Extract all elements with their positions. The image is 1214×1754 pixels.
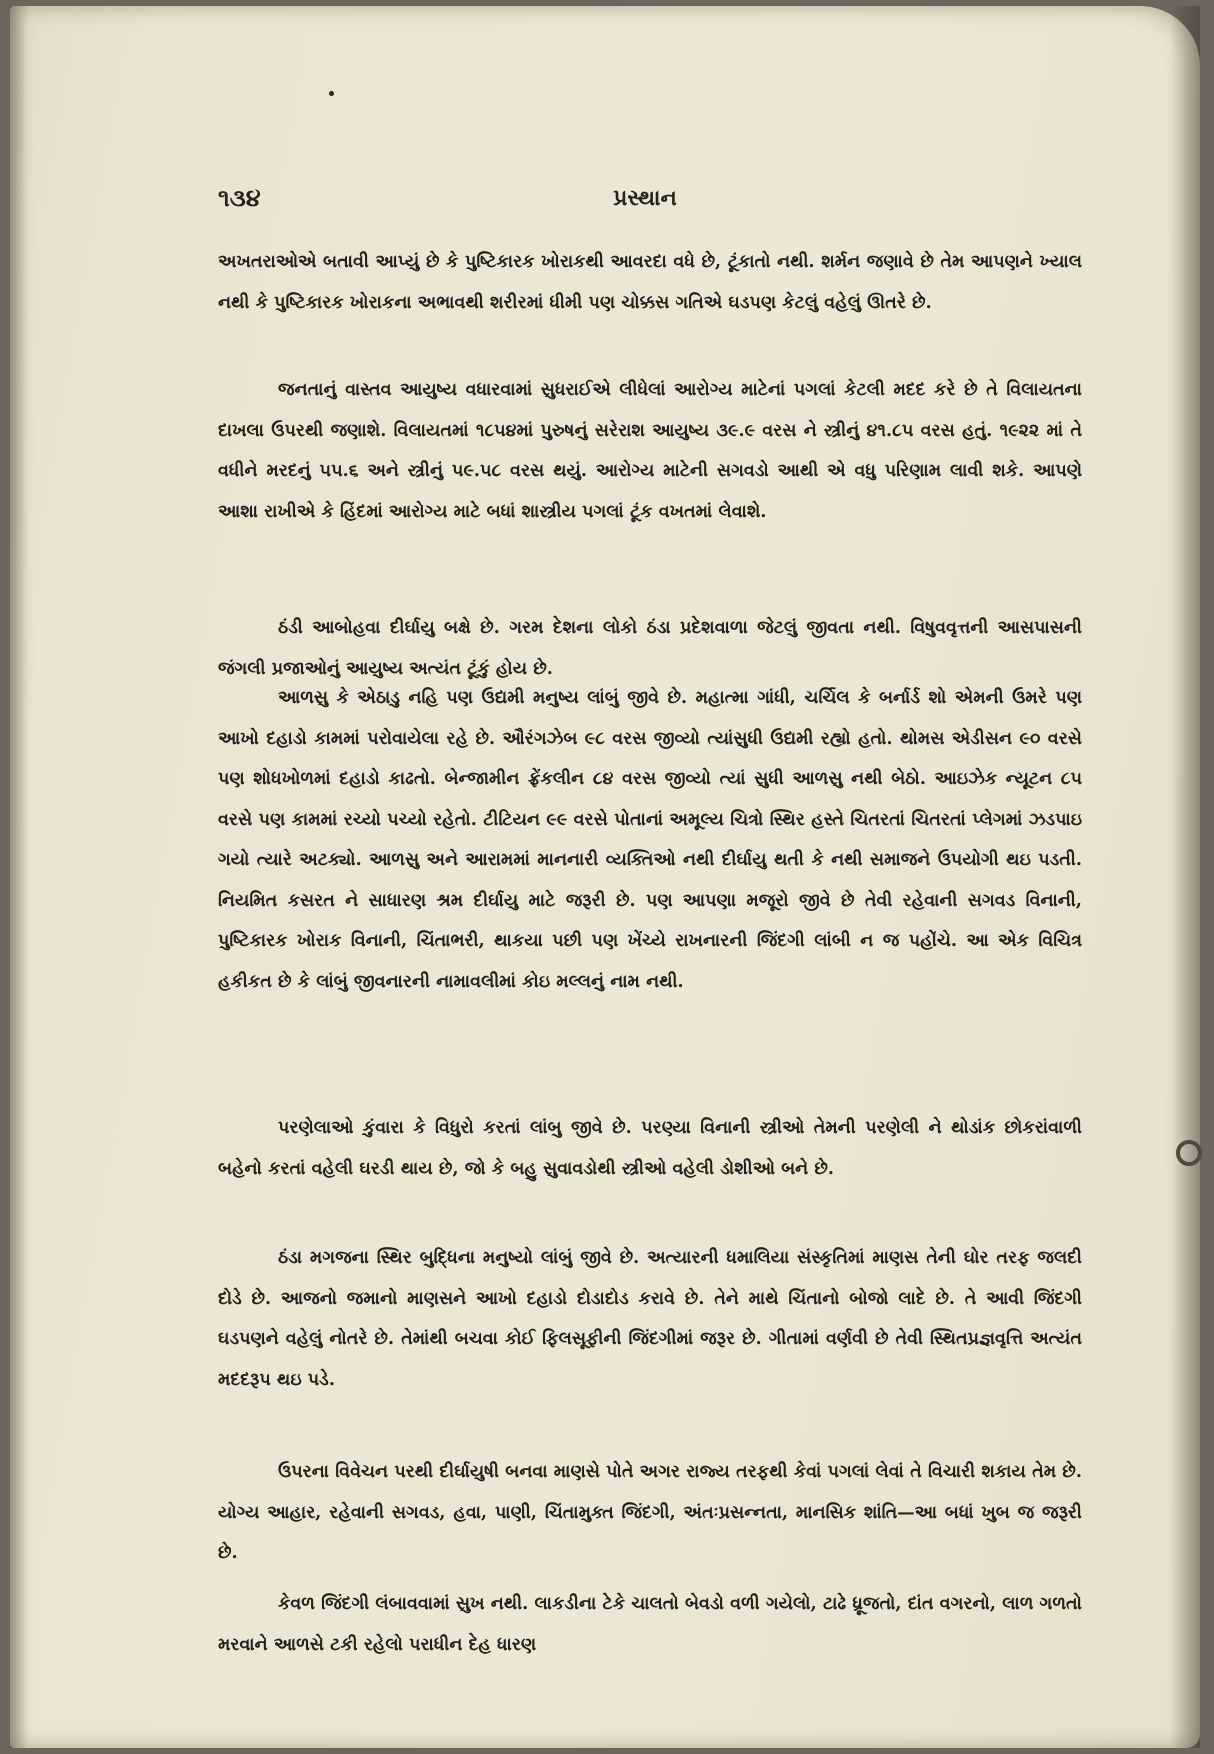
ink-dot: [329, 91, 334, 96]
running-header: પ્રસ્થાન: [613, 185, 677, 211]
paragraph-6-block: [218, 1238, 1082, 1400]
book-page: [10, 6, 1200, 1748]
paragraph-2-block: [218, 370, 1082, 532]
paragraph-6: ઠંડા મગજના સ્થિર બુદ્ધિના મનુષ્યો લાંબું જીવે છે. અત્યારની ધમાલિયા સંસ્કૃતિમાં માણસ તેની ઘોર તરફ જલદી દોડે છે. આજનો જમાનો માણસને આખો દહાડો દોડાદોડ કરાવે છે. તેને માથે ચિંતાનો બોજો લાદે છે. તે આવી જિંદગી ઘડપણને વહેલું નોતરે છે. તેમાંથી બચવા કોઈ ફિલસૂફીની જિંદગીમાં જરૂર છે. ગીતામાં વર્ણવી છે તેવી સ્થિતપ્રજ્ઞવૃત્તિ અત્યંત મદદરૂપ થઇ પડે.: [218, 1248, 1082, 1390]
paragraph-7: ઉપરના વિવેચન પરથી દીર્ઘાયુષી બનવા માણસે પોતે અગર રાજ્ય તરફથી કેવાં પગલાં લેવાં તે વિચારી શકાય તેમ છે. યોગ્ય આહાર, રહેવાની સગવડ, હવા, પાણી, ચિંતામુક્ત જિંદગી, અંતઃપ્રસન્નતા, માનસિક શાંતિ—આ બધાં ખુબ જ જરૂરી છે.: [218, 1462, 1082, 1563]
binding-hole-mark: [1176, 1140, 1202, 1166]
page-number: ૧૩૪: [218, 183, 261, 212]
paragraph-7-block: [218, 1452, 1082, 1574]
page-edge-shadow: [1170, 6, 1200, 1748]
paragraph-5: પરણેલાઓ કુંવારા કે વિધુરો કરતાં લાંબુ જીવે છે. પરણ્યા વિનાની સ્ત્રીઓ તેમની પરણેલી ને થોડાંક છોકરાંવાળી બહેનો કરતાં વહેલી ઘરડી થાય છે, જો કે બહુ સુવાવડોથી સ્ત્રીઓ વહેલી ડોશીઓ બને છે.: [218, 1118, 1082, 1179]
paragraph-8: કેવળ જિંદગી લંબાવવામાં સુખ નથી. લાકડીના ટેકે ચાલતો બેવડો વળી ગયેલો, ટાઢે ધ્રૂજતો, દાંત વગરનો, લાળ ગળતો મરવાને આળસે ટકી રહેલો પરાધીન દેહ ધારણ: [218, 1594, 1082, 1655]
paragraph-4: આળસુ કે એઠાડુ નહિ પણ ઉદ્યમી મનુષ્ય લાંબું જીવે છે. મહાત્મા ગાંધી, ચર્ચિલ કે બર્નાર્ડ શો એમની ઉમરે પણ આખો દહાડો કામમાં પરોવાયેલા રહે છે. ઔરંગઝેબ ૯૮ વરસ જીવ્યો ત્યાંસુધી ઉદ્યમી રહ્યો હતો. થોમસ એડીસન ૯૦ વરસે પણ શોધખોળમાં દહાડો કાઢતો. બેન્જામીન ફ્રેંકલીન ૮૪ વરસ જીવ્યો ત્યાં સુધી આળસુ નથી બેઠો. આઇઝેક ન્યૂટન ૮૫ વરસે પણ કામમાં રચ્યો પચ્યો રહેતો. ટીટિયન ૯૯ વરસે પોતાનાં અમૂલ્ય ચિત્રો સ્થિર હસ્તે ચિતરતાં ચિતરતાં પ્લેગમાં ઝડપાઇ ગયો ત્યારે અટક્યો. આળસુ અને આરામમાં માનનારી વ્યક્તિઓ નથી દીર્ઘાયુ થતી કે નથી સમાજને ઉપયોગી થઇ પડતી. નિયમિત કસરત ને સાધારણ શ્રમ દીર્ઘાયુ માટે જરૂરી છે. પણ આપણા મજૂરો જીવે છે તેવી રહેવાની સગવડ વિનાની, પુષ્ટિકારક ખોરાક વિનાની, ચિંતાભરી, થાકયા પછી પણ ખેંચ્યે રાખનારની જિંદગી લાંબી ન જ પહોંચે. આ એક વિચિત્ર હકીકત છે કે લાંબું જીવનારની નામાવલીમાં કોઇ મલ્લનું નામ નથી.: [218, 688, 1082, 992]
paragraph-3: ઠંડી આબોહવા દીર્ઘાયુ બક્ષે છે. ગરમ દેશના લોકો ઠંડા પ્રદેશવાળા જેટલું જીવતા નથી. વિષુવવૃત્તની આસપાસની જંગલી પ્રજાઓનું આયુષ્ય અત્યંત ટૂંકું હોય છે.: [218, 618, 1082, 679]
paragraph-3-block: [218, 608, 1082, 689]
paragraph-1-block: [218, 242, 1082, 323]
paragraph-5-block: [218, 1108, 1082, 1189]
paragraph-2: જનતાનું વાસ્તવ આયુષ્ય વધારવામાં સુધરાઈએ લીધેલાં આરોગ્ય માટેનાં પગલાં કેટલી મદદ કરે છે તે વિલાયતના દાખલા ઉપરથી જણાશે. વિલાયતમાં ૧૮૫૪માં પુરુષનું સરેરાશ આયુષ્ય ૩૯.૯ વરસ ને સ્ત્રીનું ૪૧.૮૫ વરસ હતું. ૧૯૨૨ માં તે વધીને મરદનું ૫૫.૬ અને સ્ત્રીનું ૫૯.૫૮ વરસ થયું. આરોગ્ય માટેની સગવડો આથી એ વધુ પરિણામ લાવી શકે. આપણે આશા રાખીએ કે હિંદમાં આરોગ્ય માટે બધાં શાસ્ત્રીય પગલાં ટૂંક વખતમાં લેવાશે.: [218, 380, 1082, 522]
paragraph-4-block: [218, 678, 1082, 1002]
paragraph-8-block: [218, 1584, 1082, 1665]
paragraph-1: અખતરાઓએ બતાવી આપ્યું છે કે પુષ્ટિકારક ખોરાકથી આવરદા વધે છે, ટૂંકાતો નથી. શર્મન જણાવે છે તેમ આપણને ખ્યાલ નથી કે પુષ્ટિકારક ખોરાકના અભાવથી શરીરમાં ધીમી પણ ચોક્કસ ગતિએ ઘડપણ કેટલું વહેલું ઊતરે છે.: [218, 252, 1082, 313]
